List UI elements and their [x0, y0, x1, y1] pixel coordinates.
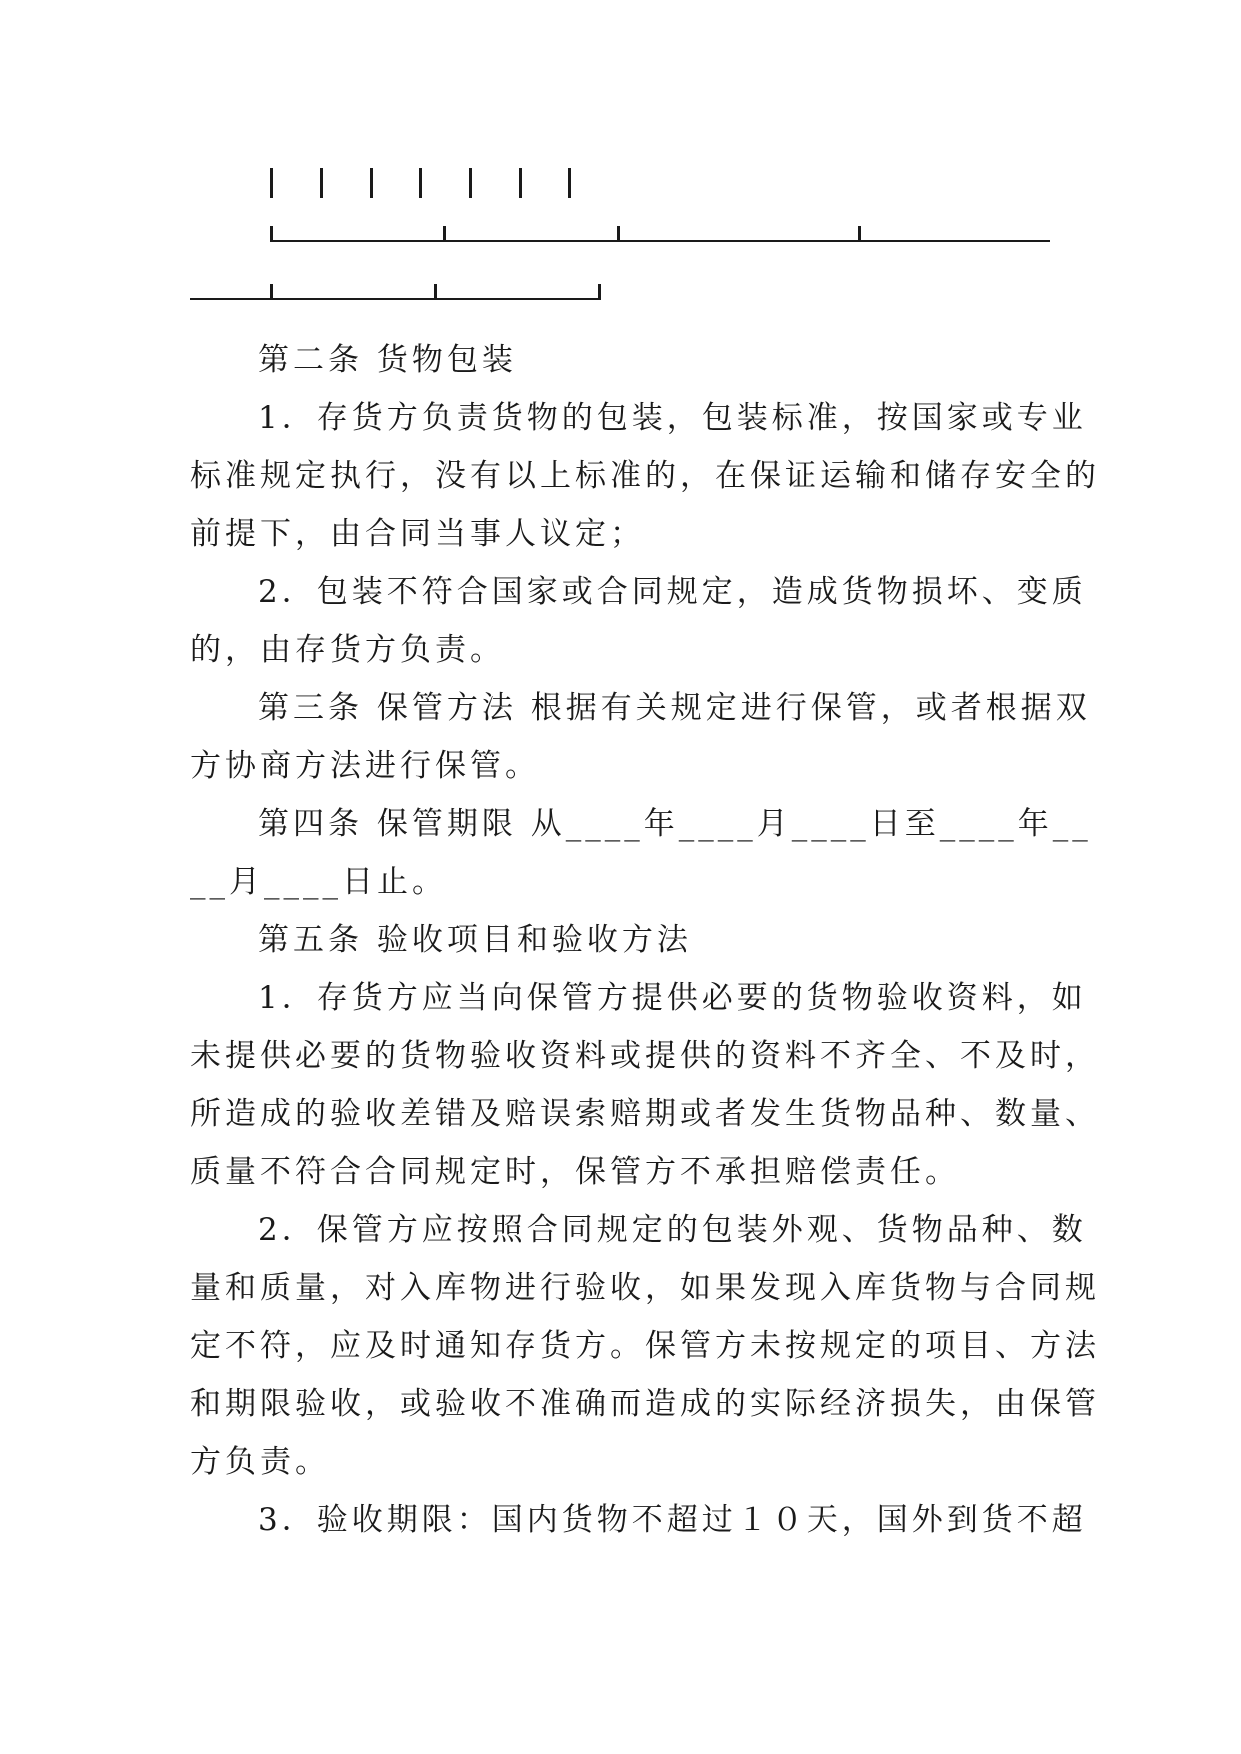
- table-border-tick: [617, 226, 620, 242]
- table-border-tick: [598, 284, 601, 300]
- article-5-clause-2-cont: 和期限验收，或验收不准确而造成的实际经济损失，由保管: [190, 1386, 1100, 1422]
- article-5-clause-2-cont: 量和质量，对入库物进行验收，如果发现入库货物与合同规: [190, 1270, 1100, 1306]
- article-2-clause-1: 1．存货方负责货物的包装，包装标准，按国家或专业: [258, 400, 1087, 436]
- article-5-clause-1-cont: 质量不符合合同规定时，保管方不承担赔偿责任。: [190, 1154, 960, 1190]
- article-5-clause-2: 2．保管方应按照合同规定的包装外观、货物品种、数: [258, 1212, 1087, 1248]
- table-column-divider: [469, 168, 472, 198]
- table-column-divider: [568, 168, 571, 198]
- article-5-heading: 第五条 验收项目和验收方法: [258, 922, 692, 958]
- table-border-tick: [858, 226, 861, 242]
- table-border-tick: [270, 284, 273, 300]
- article-2-clause-1-cont: 前提下，由合同当事人议定；: [190, 516, 645, 552]
- article-5-clause-2-cont: 方负责。: [190, 1444, 330, 1480]
- article-2-clause-2: 2．包装不符合国家或合同规定，造成货物损坏、变质: [258, 574, 1087, 610]
- article-5-clause-1-cont: 未提供必要的货物验收资料或提供的资料不齐全、不及时，: [190, 1038, 1100, 1074]
- table-bottom-border: [190, 298, 601, 300]
- article-3-cont: 方协商方法进行保管。: [190, 748, 540, 784]
- table-column-divider: [419, 168, 422, 198]
- article-4-cont: __月____日止。: [190, 864, 447, 900]
- article-5-clause-1-cont: 所造成的验收差错及赔误索赔期或者发生货物品种、数量、: [190, 1096, 1100, 1132]
- table-column-divider: [370, 168, 373, 198]
- article-2-heading: 第二条 货物包装: [258, 342, 517, 378]
- table-border-tick: [434, 284, 437, 300]
- table-bottom-border: [270, 240, 1050, 242]
- table-border-tick: [443, 226, 446, 242]
- article-2-clause-1-cont: 标准规定执行，没有以上标准的，在保证运输和储存安全的: [190, 458, 1100, 494]
- article-5-clause-3: 3．验收期限：国内货物不超过１０天，国外到货不超: [258, 1502, 1087, 1538]
- table-column-divider: [270, 168, 273, 198]
- article-5-clause-2-cont: 定不符，应及时通知存货方。保管方未按规定的项目、方法: [190, 1328, 1100, 1364]
- table-column-divider: [320, 168, 323, 198]
- article-5-clause-1: 1．存货方应当向保管方提供必要的货物验收资料，如: [258, 980, 1087, 1016]
- article-3: 第三条 保管方法 根据有关规定进行保管，或者根据双: [258, 690, 1091, 726]
- table-column-divider: [519, 168, 522, 198]
- article-2-clause-2-cont: 的，由存货方负责。: [190, 632, 505, 668]
- article-4: 第四条 保管期限 从____年____月____日至____年__: [258, 806, 1092, 842]
